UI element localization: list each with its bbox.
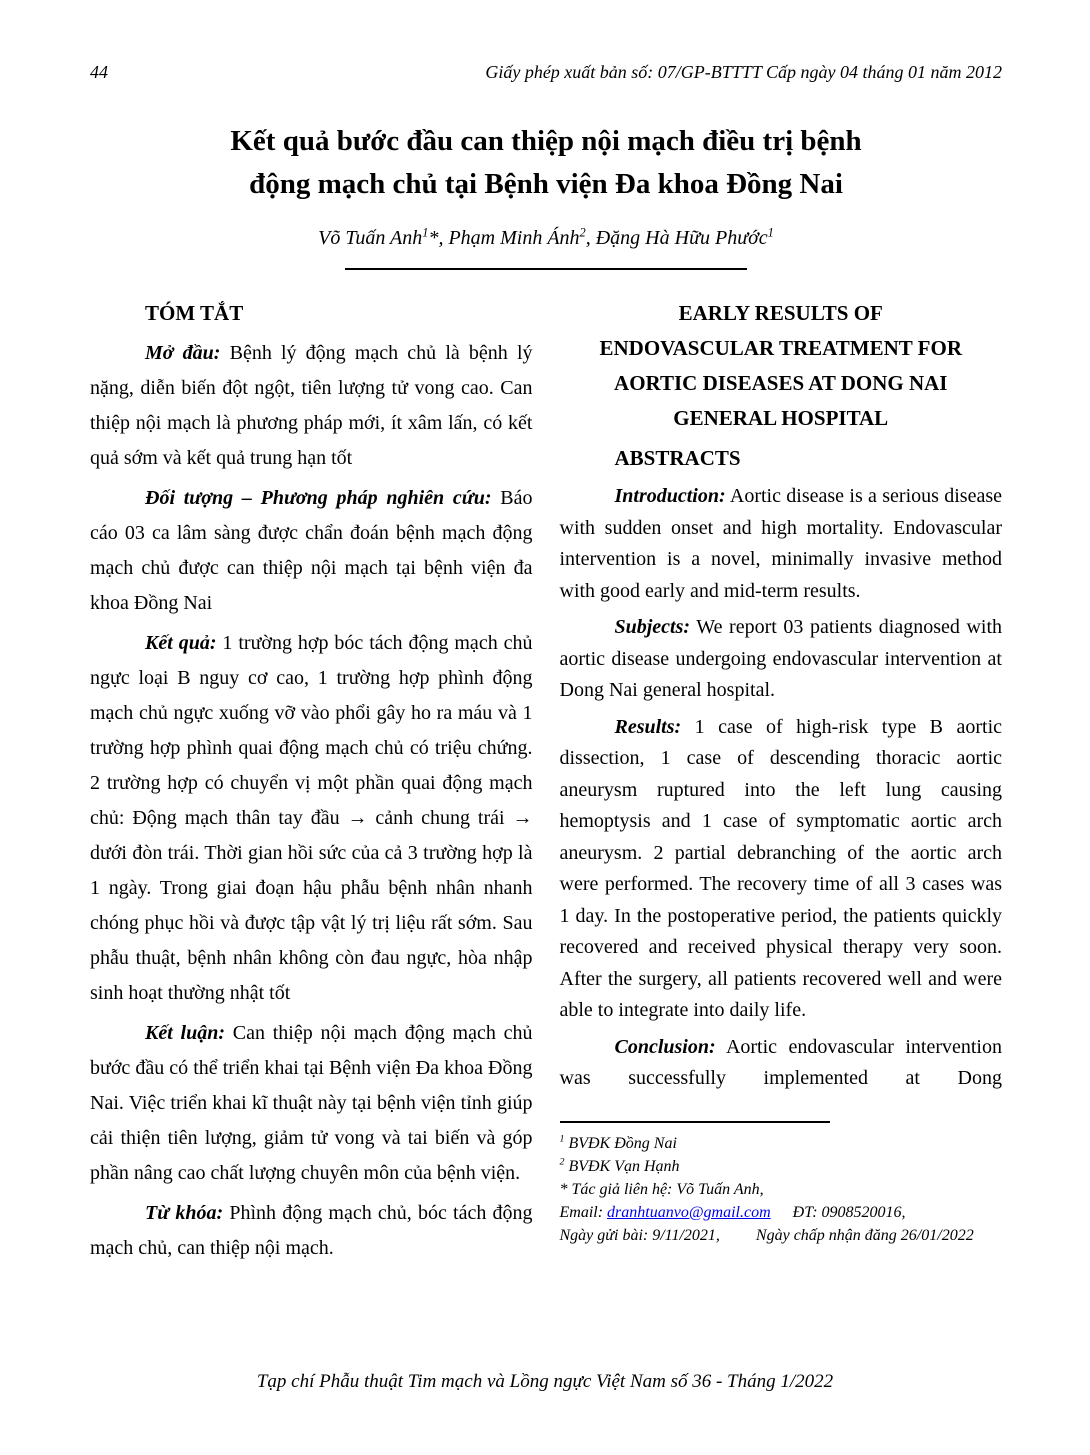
paragraph-mo-dau xyxy=(90,336,533,476)
english-abstract-column xyxy=(560,296,1003,1266)
journal-footer: Tạp chí Phẫu thuật Tim mạch và Lồng ngực Việt Nam số 36 - Tháng 1/2022 xyxy=(256,1371,834,1392)
author-name: Phạm Minh Ánh xyxy=(448,227,580,250)
paragraph-lead: Introduction: xyxy=(614,485,726,508)
paragraph-lead: Kết quả: xyxy=(145,632,217,655)
paragraph-tu-khoa xyxy=(90,1196,533,1266)
author-affiliation-mark: 1 xyxy=(767,225,774,240)
author-separator: , xyxy=(585,227,596,250)
author-name: Đặng Hà Hữu Phước xyxy=(595,227,768,250)
footnotes-block xyxy=(560,1121,1003,1247)
article-title-line2: động mạch chủ tại Bệnh viện Đa khoa Đồng Nai xyxy=(249,168,843,200)
page-header xyxy=(90,60,1002,84)
abstract-columns xyxy=(90,296,1002,1266)
submission-date: Ngày gửi bài: 9/11/2021, xyxy=(559,1226,720,1244)
paragraph-doi-tuong xyxy=(90,481,533,621)
paragraph-text: Phình động mạch chủ, bóc tách động mạch chủ, can thiệp nội mạch. xyxy=(90,1202,533,1260)
english-title-line: ENDOVASCULAR TREATMENT FOR xyxy=(599,336,962,361)
author-affiliation-mark: 2 xyxy=(579,225,586,240)
english-title-line: AORTIC DISEASES AT DONG NAI xyxy=(614,371,948,396)
english-title xyxy=(560,296,1003,436)
title-divider-rule xyxy=(345,268,747,270)
paragraph-conclusion xyxy=(560,1032,1003,1095)
paragraph-ket-luan xyxy=(90,1016,533,1191)
footnote-text: Tác giả liên hệ: Võ Tuấn Anh, xyxy=(571,1180,764,1198)
author-affiliation-mark: 1 xyxy=(422,225,429,240)
footnote-marker: * xyxy=(559,1180,568,1198)
paragraph-subjects xyxy=(560,612,1003,707)
article-title-line1: Kết quả bước đầu can thiệp nội mạch điều trị bệnh xyxy=(230,125,862,157)
phone-text: ĐT: 0908520016, xyxy=(792,1203,906,1221)
paragraph-text: Báo cáo 03 ca lâm sàng được chẩn đoán bệnh mạch động mạch chủ được can thiệp nội mạch tại bệnh viện đa khoa Đồng Nai xyxy=(90,487,533,615)
footnote-contact xyxy=(560,1201,1003,1224)
paragraph-introduction xyxy=(560,481,1003,607)
paragraph-lead: Subjects: xyxy=(614,616,691,639)
english-abstract-heading: ABSTRACTS xyxy=(614,446,741,471)
footnote-dates xyxy=(560,1224,1003,1247)
license-text: Giấy phép xuất bản số: 07/GP-BTTTT Cấp ngày 04 tháng 01 năm 2012 xyxy=(485,62,1002,82)
acceptance-date: Ngày chấp nhận đăng 26/01/2022 xyxy=(755,1226,974,1244)
footnote-marker: 2 xyxy=(559,1156,565,1168)
article-title xyxy=(90,120,1002,206)
paragraph-lead: Kết luận: xyxy=(145,1022,225,1045)
paragraph-lead: Mở đầu: xyxy=(145,342,221,365)
paragraph-lead: Từ khóa: xyxy=(145,1202,224,1225)
footnote-corresponding-author xyxy=(560,1178,1003,1201)
paragraph-text: Aortic endovascular intervention was successfully implemented at Dong xyxy=(559,1035,1002,1090)
email-label: Email: xyxy=(559,1203,604,1221)
paragraph-lead: Results: xyxy=(614,715,682,738)
footnote-affiliation-1 xyxy=(560,1132,1003,1155)
english-title-line: GENERAL HOSPITAL xyxy=(673,406,889,431)
paragraph-ket-qua xyxy=(90,626,533,1011)
page-number: 44 xyxy=(90,62,108,82)
email-link[interactable]: dranhtuanvo@gmail.com xyxy=(607,1203,771,1221)
footnote-marker: 1 xyxy=(559,1133,565,1145)
paragraph-results xyxy=(560,712,1003,1027)
authors-line xyxy=(90,225,1002,251)
paragraph-text: We report 03 patients diagnosed with aortic disease undergoing endovascular intervention at Dong Nai general hospital. xyxy=(559,616,1003,702)
footnote-divider-rule xyxy=(560,1121,830,1123)
vietnamese-abstract-column xyxy=(90,296,533,1266)
vietnamese-abstract-heading: TÓM TẮT xyxy=(145,301,244,326)
paragraph-lead: Conclusion: xyxy=(614,1035,716,1058)
paragraph-text: Bệnh lý động mạch chủ là bệnh lý nặng, diễn biến đột ngột, tiên lượng tử vong cao. Can thiệp nội mạch là phương pháp mới, ít xâm lấn, có kết quả sớm và kết quả trung hạn tốt xyxy=(90,342,533,470)
footnote-affiliation-2 xyxy=(560,1155,1003,1178)
paragraph-text: 1 trường hợp bóc tách động mạch chủ ngực loại B nguy cơ cao, 1 trường hợp phình động mạch chủ ngực xuống vỡ vào phổi gây ho ra máu và 1 trường hợp phình quai động mạch chủ có triệu chứng. 2 trường hợp có chuyển vị một phần quai động mạch chủ: Động mạch thân tay đầu → cảnh chung trái → dưới đòn trái. Thời gian hồi sức của cả 3 trường hợp là 1 ngày. Trong giai đoạn hậu phẫu bệnh nhân nhanh chóng phục hồi và được tập vật lý trị liệu rất sớm. Sau phẫu thuật, bệnh nhân không còn đau ngực, hòa nhập sinh hoạt thường nhật tốt xyxy=(90,632,533,1005)
author-name: Võ Tuấn Anh xyxy=(318,227,423,250)
paragraph-text: 1 case of high-risk type B aortic dissection, 1 case of descending thoracic aortic aneurysm ruptured into the left lung causing hemoptysis and 1 case of symptomatic aortic arch aneurysm. 2 partial debranching of the aortic arch were performed. The recovery time of all 3 cases was 1 day. In the postoperative period, the patients quickly recovered and received physical therapy very soon. After the surgery, all patients recovered well and were able to integrate into daily life. xyxy=(559,715,1003,1022)
footnote-text: BVĐK Đồng Nai xyxy=(568,1134,677,1152)
paragraph-lead: Đối tượng – Phương pháp nghiên cứu: xyxy=(145,487,492,510)
author-separator: *, xyxy=(428,227,449,250)
english-title-line: EARLY RESULTS OF xyxy=(678,301,883,326)
paragraph-text: Can thiệp nội mạch động mạch chủ bước đầu có thể triển khai tại Bệnh viện Đa khoa Đồng Nai. Việc triển khai kĩ thuật này tại bệnh viện tỉnh giúp cải thiện tiên lượng, giảm tử vong và tai biến và góp phần nâng cao chất lượng chuyên môn của bệnh viện. xyxy=(90,1022,533,1185)
paragraph-text: Aortic disease is a serious disease with sudden onset and high mortality. Endovascular intervention is a novel, minimally invasive method with good early and mid-term results. xyxy=(559,485,1002,602)
footnote-text: BVĐK Vạn Hạnh xyxy=(568,1157,680,1175)
